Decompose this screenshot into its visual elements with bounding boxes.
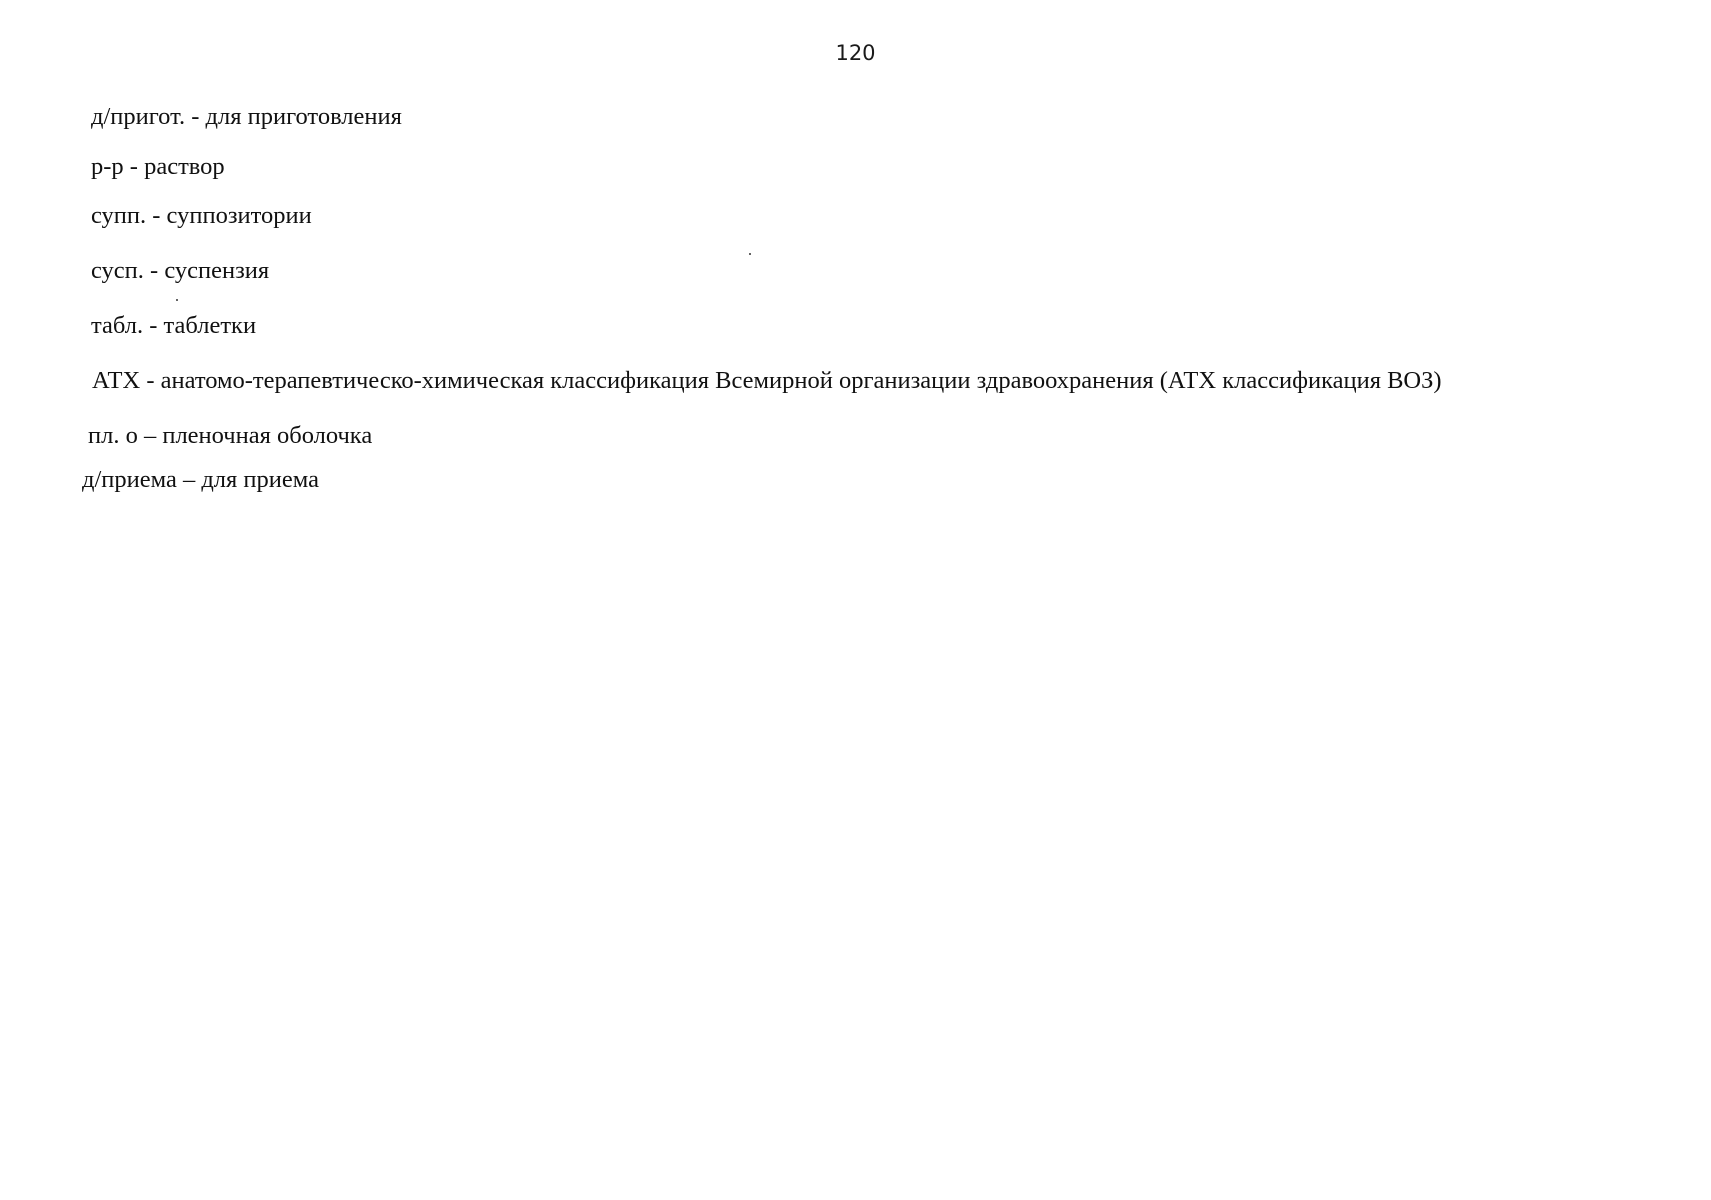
abbreviation-line: табл. - таблетки — [91, 312, 257, 339]
abbreviation-line: супп. - суппозитории — [91, 202, 312, 229]
abbreviation-line: АТХ - анатомо-терапевтическо-химическая классификация Всемирной организации здравоохранения (АТХ классификация ВОЗ) — [92, 367, 1442, 394]
abbreviation-line: сусп. - суспензия — [91, 257, 270, 284]
page-number: 120 — [835, 41, 876, 65]
abbreviation-line: пл. о – пленочная оболочка — [88, 422, 373, 449]
scan-speck — [749, 253, 751, 255]
abbreviation-line: д/приема – для приема — [82, 466, 319, 493]
abbreviation-line: д/пригот. - для приготовления — [91, 103, 402, 130]
scan-speck — [176, 299, 178, 301]
abbreviation-line: р-р - раствор — [91, 153, 225, 180]
